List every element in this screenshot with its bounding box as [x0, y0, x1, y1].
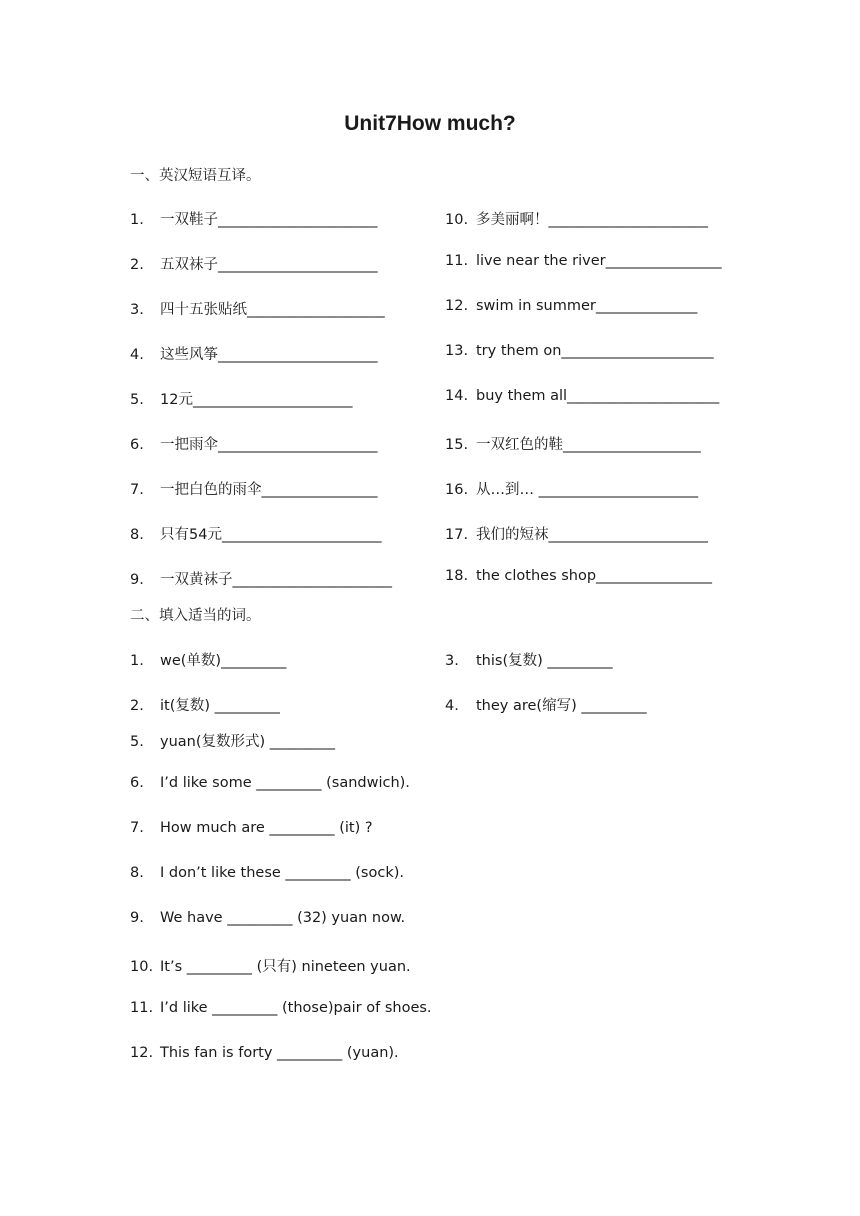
section1-right-item-18: [445, 568, 712, 584]
section2-item-11: [130, 1000, 432, 1016]
section2-item-12: [130, 1045, 399, 1061]
item-text: we(单数)_________: [160, 653, 287, 669]
item-text: try them on_____________________: [476, 343, 714, 359]
item-number: 1.: [130, 653, 144, 669]
item-text: It’s _________ (只有) nineteen yuan.: [160, 959, 411, 975]
item-number: 17.: [445, 527, 469, 543]
item-number: 7.: [130, 482, 144, 498]
item-number: 5.: [130, 392, 144, 408]
section2-item-8: [130, 865, 404, 881]
item-text: 一双鞋子______________________: [160, 212, 378, 228]
item-number: 12.: [130, 1045, 154, 1061]
item-number: 4.: [130, 347, 144, 363]
item-number: 12.: [445, 298, 469, 314]
item-text: this(复数) _________: [476, 653, 613, 669]
section2-item-9: [130, 910, 405, 926]
item-text: 我们的短袜______________________: [476, 527, 708, 543]
item-text: buy them all_____________________: [476, 388, 720, 404]
item-text: 一把白色的雨伞________________: [160, 482, 378, 498]
item-number: 2.: [130, 257, 144, 273]
section2-item-1: [130, 649, 286, 670]
item-number: 13.: [445, 343, 469, 359]
section2-item-2: [130, 694, 280, 715]
item-text: I don’t like these _________ (sock).: [160, 865, 404, 881]
item-number: 16.: [445, 482, 469, 498]
item-number: 8.: [130, 865, 144, 881]
section1-right-item-16: [445, 478, 698, 499]
item-number: 4.: [445, 698, 459, 714]
item-text: 一双黄袜子______________________: [160, 572, 392, 588]
item-text: 多美丽啊！______________________: [476, 212, 708, 228]
item-text: swim in summer______________: [476, 298, 698, 314]
section1-left-item-6: [130, 433, 378, 454]
item-number: 14.: [445, 388, 469, 404]
section2-item-4: [445, 694, 647, 715]
item-text: the clothes shop________________: [476, 568, 713, 584]
section1-right-item-10: [445, 208, 708, 229]
section1-left-item-8: [130, 523, 381, 544]
section1-right-item-14: [445, 388, 719, 404]
item-number: 11.: [130, 1000, 154, 1016]
section2-item-6: [130, 775, 410, 791]
item-text: 一双红色的鞋___________________: [476, 437, 701, 453]
item-text: 四十五张贴纸___________________: [160, 302, 385, 318]
section1-right-item-15: [445, 433, 701, 454]
item-number: 15.: [445, 437, 469, 453]
item-number: 5.: [130, 734, 144, 750]
item-number: 6.: [130, 775, 144, 791]
item-text: 一把雨伞______________________: [160, 437, 378, 453]
item-text: 只有54元______________________: [160, 527, 382, 543]
section1-left-item-4: [130, 343, 378, 364]
item-number: 3.: [130, 302, 144, 318]
item-number: 10.: [130, 959, 154, 975]
section2-item-3: [445, 649, 613, 670]
section2-heading: 二、填入适当的词。: [130, 608, 261, 624]
section2-item-5: [130, 730, 335, 751]
item-text: it(复数) _________: [160, 698, 280, 714]
section2-item-7: [130, 820, 373, 836]
item-number: 18.: [445, 568, 469, 584]
section1-right-item-11: [445, 253, 722, 269]
item-text: 五双袜子______________________: [160, 257, 378, 273]
item-text: We have _________ (32) yuan now.: [160, 910, 406, 926]
section2-item-10: [130, 955, 411, 976]
section1-right-item-12: [445, 298, 697, 314]
item-text: 这些风筝______________________: [160, 347, 378, 363]
section1-right-item-17: [445, 523, 708, 544]
item-text: 12元______________________: [160, 392, 353, 408]
section1-left-item-7: [130, 478, 378, 499]
item-number: 9.: [130, 572, 144, 588]
section1-left-item-9: [130, 568, 392, 589]
item-text: How much are _________ (it) ?: [160, 820, 373, 836]
item-number: 3.: [445, 653, 459, 669]
item-text: they are(缩写) _________: [476, 698, 647, 714]
section1-left-item-1: [130, 208, 378, 229]
item-number: 2.: [130, 698, 144, 714]
section1-left-item-2: [130, 253, 378, 274]
item-text: This fan is forty _________ (yuan).: [160, 1045, 399, 1061]
item-text: 从…到… ______________________: [476, 482, 699, 498]
item-number: 10.: [445, 212, 469, 228]
page-title: Unit7How much?: [344, 112, 516, 135]
item-number: 1.: [130, 212, 144, 228]
section1-right-item-13: [445, 343, 714, 359]
item-text: I’d like _________ (those)pair of shoes.: [160, 1000, 432, 1016]
item-number: 7.: [130, 820, 144, 836]
item-number: 6.: [130, 437, 144, 453]
section1-left-item-5: [130, 388, 352, 409]
section1-heading: 一、英汉短语互译。: [130, 168, 261, 184]
item-text: live near the river________________: [476, 253, 722, 269]
item-number: 8.: [130, 527, 144, 543]
section1-left-item-3: [130, 298, 385, 319]
item-number: 11.: [445, 253, 469, 269]
item-text: I’d like some _________ (sandwich).: [160, 775, 410, 791]
item-number: 9.: [130, 910, 144, 926]
item-text: yuan(复数形式) _________: [160, 734, 336, 750]
